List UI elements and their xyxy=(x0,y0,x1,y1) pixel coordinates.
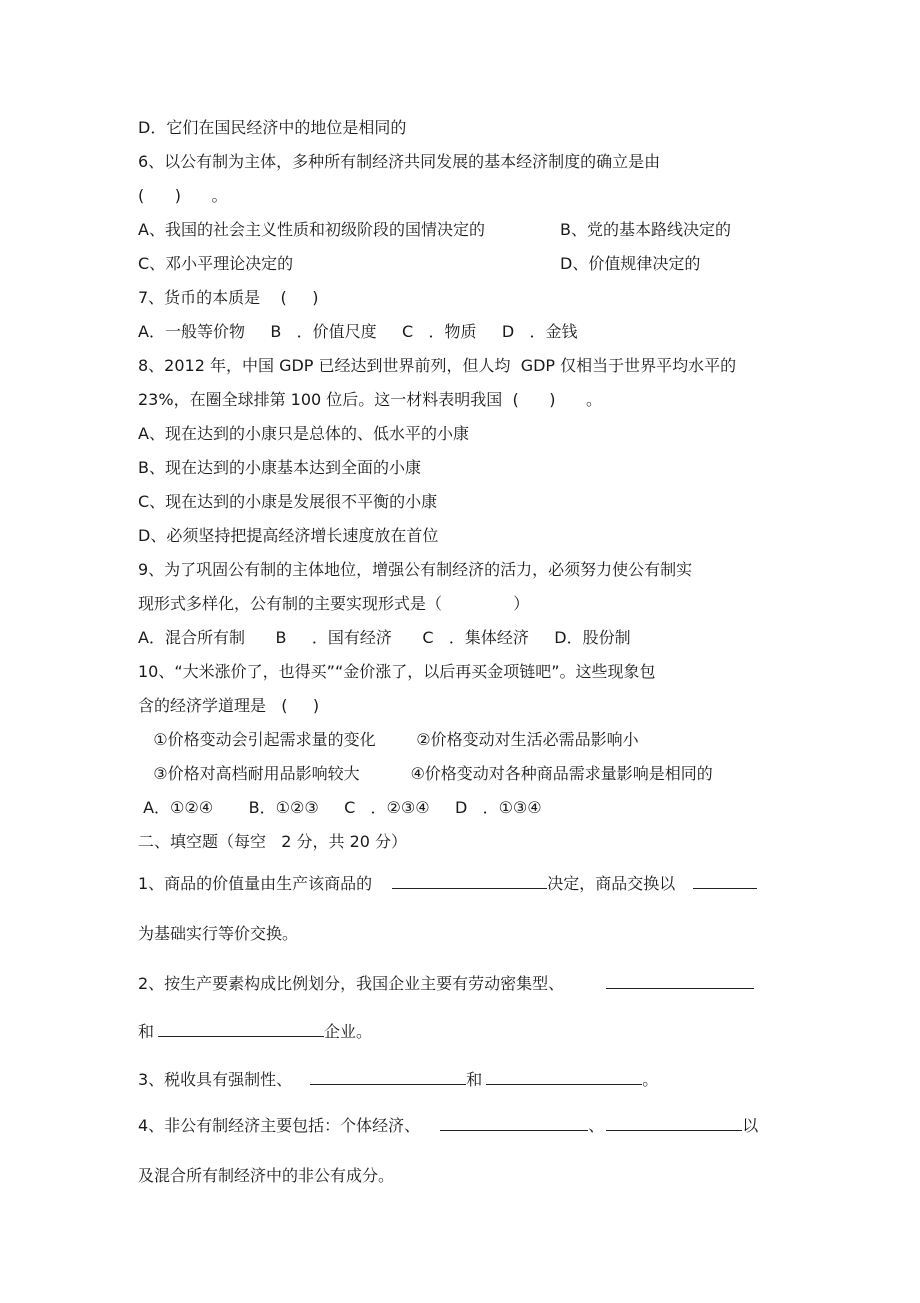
option-d: D、价值规律决定的 xyxy=(560,254,701,273)
fill-question-2 xyxy=(138,974,754,994)
option-line: D．它们在国民经济中的地位是相同的 xyxy=(138,118,407,137)
fill-text: 企业。 xyxy=(324,1022,373,1041)
options-q7: A．一般等价物 B ．价值尺度 C ．物质 D ．金钱 xyxy=(138,322,578,341)
answer-blank-line: ( ) 。 xyxy=(138,186,228,205)
fill-text: 4、非公有制经济主要包括：个体经济、 xyxy=(138,1116,421,1135)
fill-text: 、 xyxy=(588,1116,605,1135)
question-10-cont: 含的经济学道理是 ( ) xyxy=(138,696,320,715)
fill-question-1 xyxy=(138,874,757,894)
option-b: B、现在达到的小康基本达到全面的小康 xyxy=(138,458,421,477)
statements-1-2: ①价格变动会引起需求量的变化 ②价格变动对生活必需品影响小 xyxy=(138,730,639,749)
question-9: 9、为了巩固公有制的主体地位，增强公有制经济的活力，必须努力使公有制实 xyxy=(138,560,693,579)
answer-blank[interactable] xyxy=(392,874,547,889)
answer-blank[interactable] xyxy=(310,1070,466,1085)
section-heading-fill-in: 二、填空题（每空 2 分，共 20 分） xyxy=(138,832,408,851)
fill-question-1-cont: 为基础实行等价交换。 xyxy=(138,924,299,943)
fill-question-2-cont xyxy=(138,1022,372,1042)
option-d: D、必须坚持把提高经济增长速度放在首位 xyxy=(138,526,439,545)
fill-text: 3、税收具有强制性、 xyxy=(138,1070,293,1089)
fill-text: 和 xyxy=(466,1070,483,1089)
fill-text: 。 xyxy=(642,1070,659,1089)
answer-blank[interactable] xyxy=(693,874,757,889)
option-a: A、现在达到的小康只是总体的、低水平的小康 xyxy=(138,424,469,443)
question-7: 7、货币的本质是 ( ) xyxy=(138,288,319,307)
fill-question-3 xyxy=(138,1070,658,1090)
option-c: C、现在达到的小康是发展很不平衡的小康 xyxy=(138,492,438,511)
answer-blank[interactable] xyxy=(486,1070,642,1085)
answer-blank[interactable] xyxy=(158,1022,324,1037)
fill-text: 和 xyxy=(138,1022,155,1041)
fill-text: 2、按生产要素构成比例划分，我国企业主要有劳动密集型、 xyxy=(138,974,565,993)
options-q9: A．混合所有制 B ．国有经济 C ．集体经济 D．股份制 xyxy=(138,628,631,647)
options-q10: A．①②④ B．①②③ C ．②③④ D ．①③④ xyxy=(138,798,542,817)
question-10: 10、“大米涨价了，也得买”“金价涨了，以后再买金项链吧”。这些现象包 xyxy=(138,662,656,681)
question-8: 8、2012 年，中国 GDP 已经达到世界前列，但人均 GDP 仅相当于世界平均水平的 xyxy=(138,356,737,375)
fill-text: 1、商品的价值量由生产该商品的 xyxy=(138,874,373,893)
option-b: B、党的基本路线决定的 xyxy=(560,220,731,239)
answer-blank[interactable] xyxy=(606,974,754,989)
fill-question-4 xyxy=(138,1116,758,1136)
fill-question-4-cont: 及混合所有制经济中的非公有成分。 xyxy=(138,1166,395,1185)
question-6: 6、以公有制为主体，多种所有制经济共同发展的基本经济制度的确立是由 xyxy=(138,152,661,171)
fill-text: 决定，商品交换以 xyxy=(547,874,676,893)
fill-text: 以 xyxy=(742,1116,759,1135)
statements-3-4: ③价格对高档耐用品影响较大 ④价格变动对各种商品需求量影响是相同的 xyxy=(138,764,713,783)
answer-blank[interactable] xyxy=(606,1116,742,1131)
option-c: C、邓小平理论决定的 xyxy=(138,254,294,273)
question-9-cont: 现形式多样化，公有制的主要实现形式是（ ） xyxy=(138,594,530,613)
answer-blank[interactable] xyxy=(440,1116,588,1131)
question-8-cont: 23%，在圈全球排第 100 位后。这一材料表明我国 ( ) 。 xyxy=(138,390,602,409)
option-a: A、我国的社会主义性质和初级阶段的国情决定的 xyxy=(138,220,485,239)
